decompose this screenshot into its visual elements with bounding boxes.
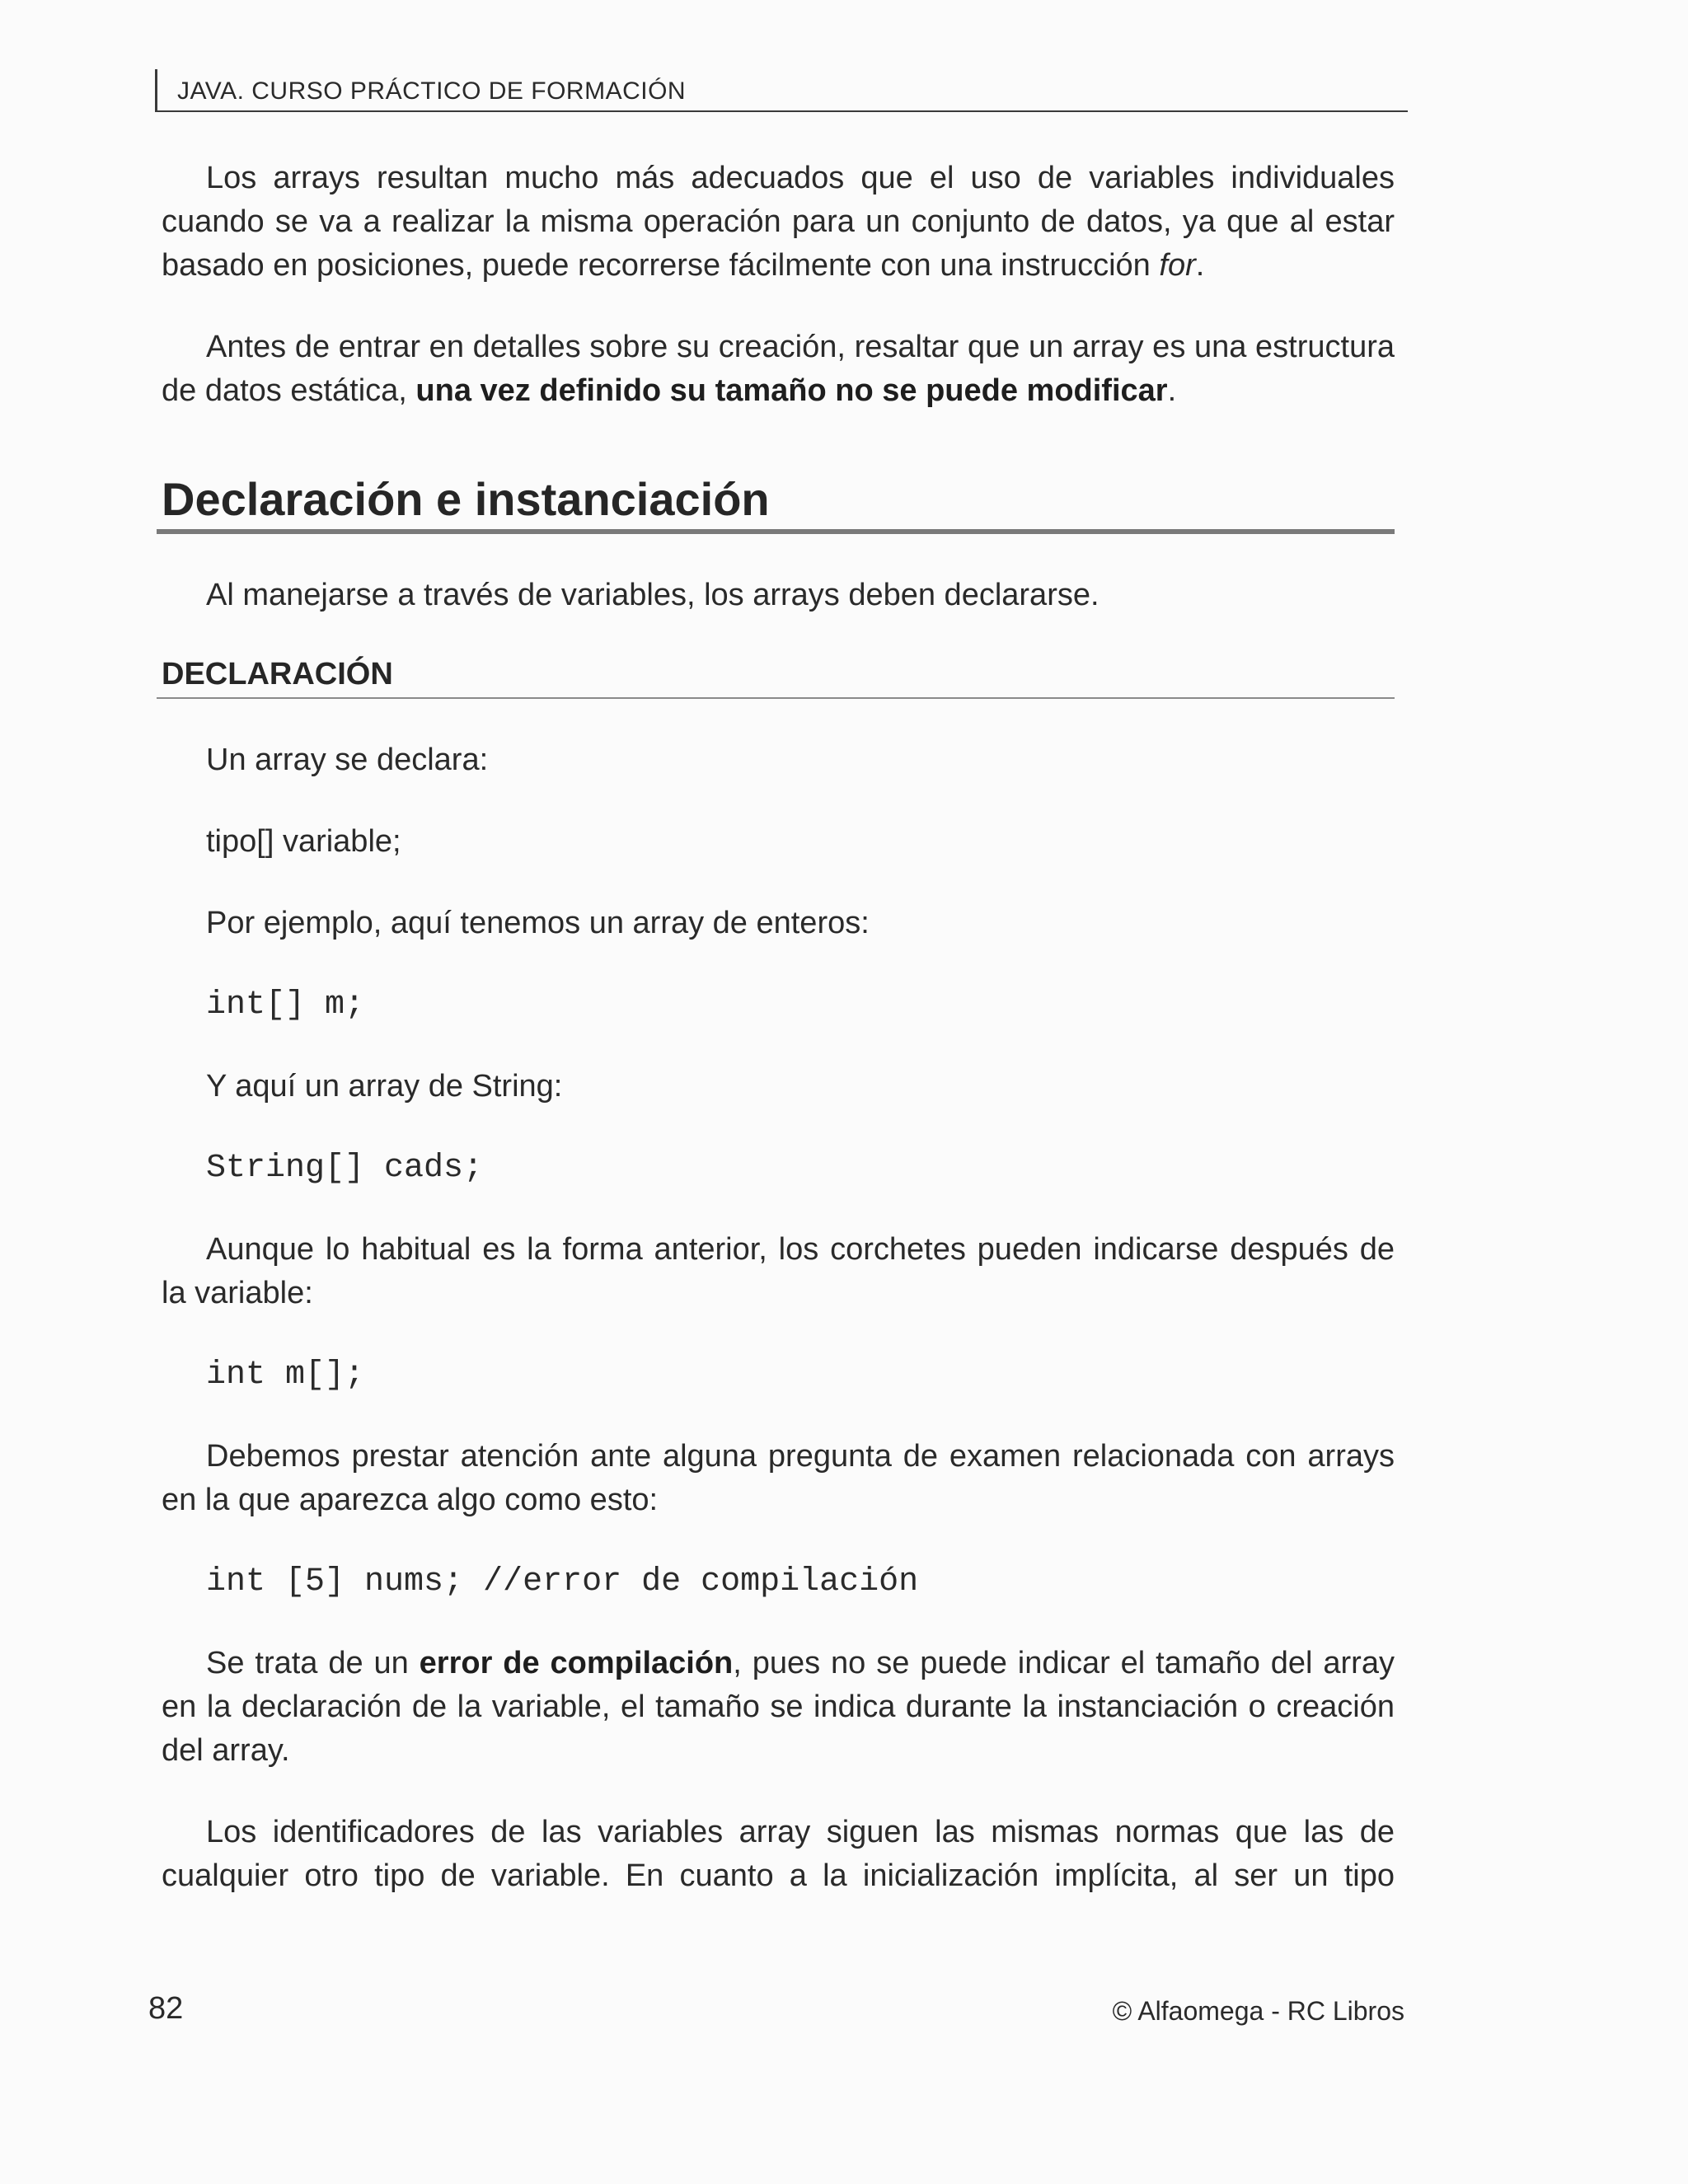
page-content <box>162 157 1395 1898</box>
compile-error-paragraph <box>162 1642 1395 1773</box>
declaration-intro: Un array se declara: <box>206 743 489 777</box>
running-header <box>155 69 1408 112</box>
intro-paragraph-2 <box>162 326 1395 413</box>
code-compile-error: int [5] nums; //error de compilación <box>206 1563 919 1601</box>
alt-syntax-paragraph: Aunque lo habitual es la forma anterior, los corchetes pueden indicarse después de la variable: <box>162 1232 1395 1310</box>
declaration-syntax: tipo[] variable; <box>206 824 401 859</box>
page-number: 82 <box>148 1991 184 2026</box>
example-int-intro: Por ejemplo, aquí tenemos un array de enteros: <box>206 906 870 940</box>
identifiers-paragraph: Los identificadores de las variables array siguen las mismas normas que las de cualquier otro tipo de variable. En cuanto a la inicialización implícita, al ser un tipo <box>162 1815 1395 1893</box>
code-int-array: int[] m; <box>206 987 365 1024</box>
intro-p1-italic: for <box>1159 248 1196 283</box>
intro-p2-bold: una vez definido su tamaño no se puede modificar <box>415 373 1168 408</box>
compile-error-bold: error de compilación <box>419 1646 734 1680</box>
subsection-heading: DECLARACIÓN <box>157 657 1395 699</box>
exam-warning-paragraph: Debemos prestar atención ante alguna pregunta de examen relacionada con arrays en la que aparezca algo como esto: <box>162 1439 1395 1517</box>
copyright-notice: © Alfaomega - RC Libros <box>1112 1996 1404 2026</box>
intro-p1-text: Los arrays resultan mucho más adecuados que el uso de variables individuales cuando se va a realizar la misma operación para un conjunto de datos, ya que al estar basado en posiciones, puede recorrerse fácilmente con una instrucción <box>162 161 1395 283</box>
section-heading: Declaración e instanciación <box>157 472 1395 534</box>
intro-p2-end: . <box>1167 373 1177 408</box>
compile-error-text-b: , pues no se puede indicar el tamaño del array en la declaración de la variable, el tamaño se indica durante la instanciación o creación del array. <box>162 1646 1395 1768</box>
code-string-array: String[] cads; <box>206 1150 484 1187</box>
example-string-intro: Y aquí un array de String: <box>206 1069 563 1104</box>
compile-error-text-a: Se trata de un <box>206 1646 420 1680</box>
running-title: JAVA. CURSO PRÁCTICO DE FORMACIÓN <box>177 77 687 105</box>
code-alt-syntax: int m[]; <box>206 1357 365 1394</box>
section-lead: Al manejarse a través de variables, los arrays deben declararse. <box>206 578 1100 612</box>
intro-paragraph-1 <box>162 157 1395 288</box>
intro-p2-text: Antes de entrar en detalles sobre su creación, resaltar que un array es una estructura de datos estática, <box>162 330 1395 408</box>
intro-p1-end: . <box>1195 248 1205 283</box>
